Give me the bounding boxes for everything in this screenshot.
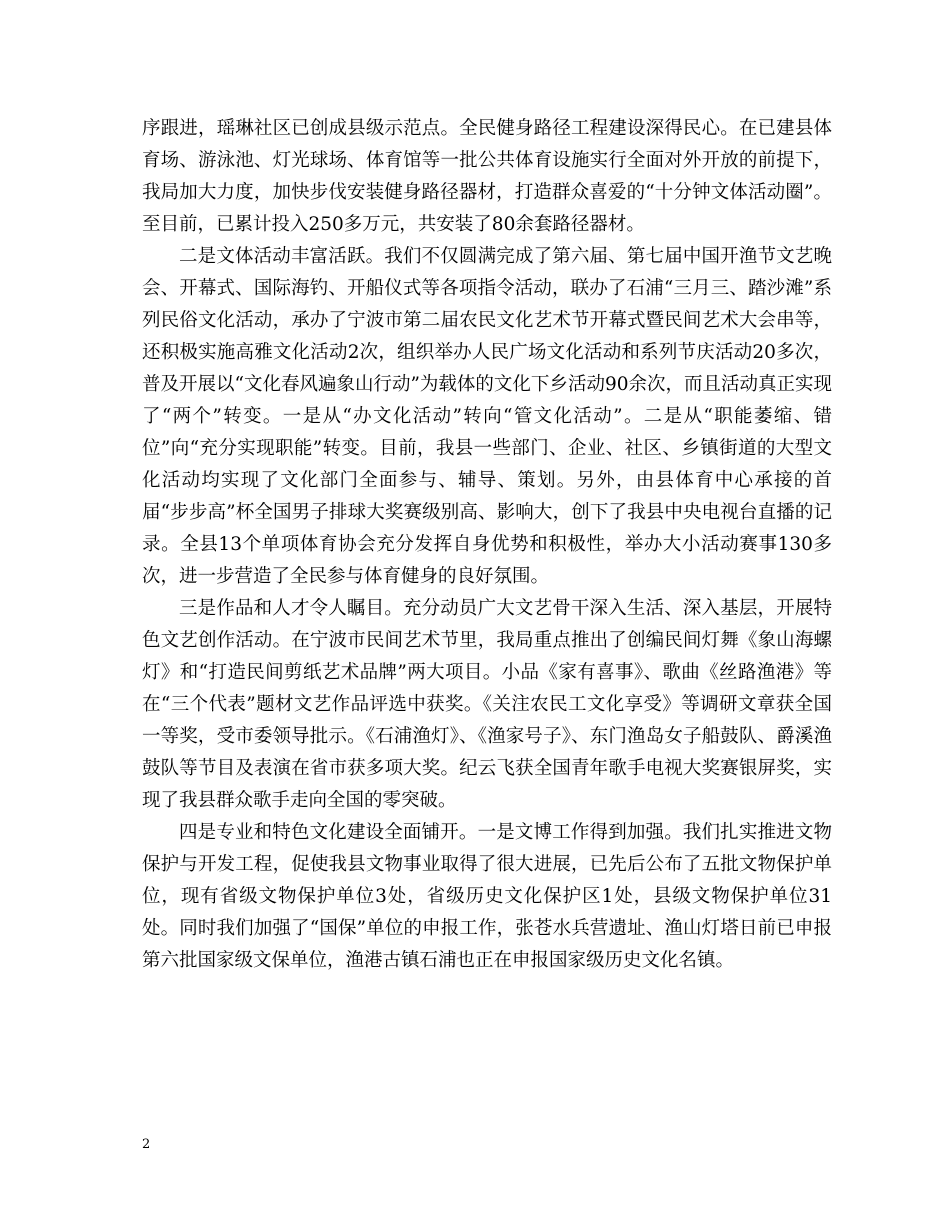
paragraph-2: 二是文体活动丰富活跃。我们不仅圆满完成了第六届、第七届中国开渔节文艺晚会、开幕式、国际海钓、开船仪式等各项指令活动，联办了石浦“三月三、踏沙滩”系列民俗文化活动，承办了宁波市第二届农民文化艺术节开幕式暨民间艺术大会串等，还积极实施高雅文化活动2次，组织举办人民广场文化活动和系列节庆活动20多次，普及开展以“文化春风遍象山行动”为载体的文化下乡活动90余次，而且活动真正实现了“两个”转变。一是从“办文化活动”转向“管文化活动”。二是从“职能萎缩、错位”向“充分实现职能”转变。目前，我县一些部门、企业、社区、乡镇街道的大型文化活动均实现了文化部门全面参与、辅导、策划。另外，由县体育中心承接的首届“步步高”杯全国男子排球大奖赛级别高、影响大，创下了我县中央电视台直播的记录。全县13个单项体育协会充分发挥自身优势和积极性，举办大小活动赛事130多次，进一步营造了全民参与体育健身的良好氛围。 xyxy=(142,246,832,587)
paragraph-4: 四是专业和特色文化建设全面铺开。一是文博工作得到加强。我们扎实推进文物保护与开发工程，促使我县文物事业取得了很大进展，已先后公布了五批文物保护单位，现有省级文物保护单位3处，省级历史文化保护区1处，县级文物保护单位31处。同时我们加强了“国保”单位的申报工作，张苍水兵营遗址、渔山灯塔日前已申报第六批国家级文保单位，渔港古镇石浦也正在申报国家级历史文化名镇。 xyxy=(142,822,832,971)
paragraph-1: 序跟进，瑶琳社区已创成县级示范点。全民健身路径工程建设深得民心。在已建县体育场、游泳池、灯光球场、体育馆等一批公共体育设施实行全面对外开放的前提下，我局加大力度，加快步伐安装健身路径器材，打造群众喜爱的“十分钟文体活动圈”。至目前，已累计投入250多万元，共安装了80余套路径器材。 xyxy=(142,118,832,235)
document-body xyxy=(142,113,832,977)
page-number: 2 xyxy=(142,1137,151,1152)
paragraph-3: 三是作品和人才令人瞩目。充分动员广大文艺骨干深入生活、深入基层，开展特色文艺创作活动。在宁波市民间艺术节里，我局重点推出了创编民间灯舞《象山海螺灯》和“打造民间剪纸艺术品牌”两大项目。小品《家有喜事》、歌曲《丝路渔港》等在“三个代表”题材文艺作品评选中获奖。《关注农民工文化享受》等调研文章获全国一等奖，受市委领导批示。《石浦渔灯》、《渔家号子》、东门渔岛女子船鼓队、爵溪渔鼓队等节目及表演在省市获多项大奖。纪云飞获全国青年歌手电视大奖赛银屏奖，实现了我县群众歌手走向全国的零突破。 xyxy=(142,598,832,811)
